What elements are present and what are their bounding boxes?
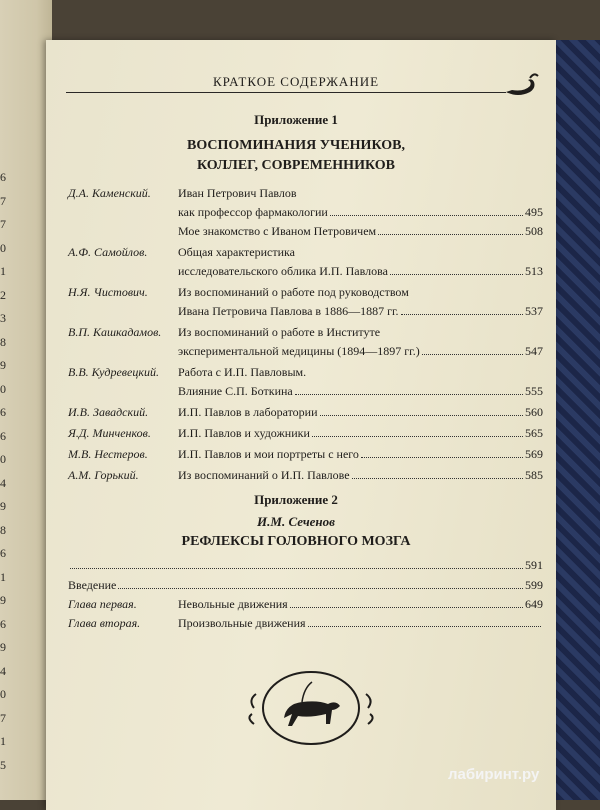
left-page-number: 0	[0, 240, 6, 255]
entry-line	[178, 224, 543, 239]
entry-title: Мое знакомство с Иваном Петровичем	[178, 224, 377, 238]
entry-title: Влияние С.П. Боткина	[178, 384, 293, 398]
entry-author: В.В. Кудревецкий.	[68, 365, 159, 379]
chapter-label: Введение	[68, 578, 117, 592]
left-page-number: 9	[0, 640, 6, 654]
page-number: 599	[525, 578, 543, 592]
entry-title: Ивана Петровича Павлова в 1886—1887 гг.	[178, 304, 399, 318]
entry-line	[178, 186, 543, 201]
page-number: 591	[525, 558, 543, 572]
left-page-number: 7	[0, 193, 6, 208]
left-page-number: 1	[0, 734, 6, 748]
entry-author: Д.А. Каменский.	[68, 186, 151, 200]
running-header: КРАТКОЕ СОДЕРЖАНИЕ	[212, 74, 380, 89]
entry-author: Н.Я. Чистович.	[68, 285, 148, 299]
left-page-number: 8	[0, 522, 6, 537]
appendix2-label: Приложение 2	[254, 492, 338, 507]
left-page-number: 9	[0, 499, 6, 513]
page-number: 569	[525, 447, 543, 461]
page-number: 560	[525, 405, 543, 419]
left-page-number: 6	[0, 428, 6, 443]
entry-line	[178, 426, 543, 441]
entry-line	[178, 447, 543, 462]
book-page	[46, 40, 556, 810]
dog-vignette-ornament	[246, 660, 376, 755]
left-page-number: 8	[0, 334, 6, 349]
left-page-number: 0	[0, 687, 6, 701]
left-page-edge	[0, 0, 52, 800]
page-number: 555	[525, 384, 543, 398]
chapter-label: Глава первая.	[68, 597, 137, 611]
page-number: 495	[525, 205, 543, 219]
left-page-number: 4	[0, 663, 6, 678]
left-page-number: 6	[0, 616, 6, 631]
leader-dots	[70, 558, 523, 569]
appendix1-title-2: КОЛЛЕГ, СОВРЕМЕННИКОВ	[196, 158, 395, 173]
page-number: 565	[525, 426, 543, 440]
appendix2-first-line	[68, 558, 543, 573]
chapter-line	[68, 597, 543, 612]
left-page-number: 0	[0, 452, 6, 466]
entry-title: как профессор фармакологии	[178, 205, 328, 219]
left-page-number: 6	[0, 405, 6, 419]
page-number: 547	[525, 344, 543, 358]
entry-line	[178, 264, 543, 279]
left-page-number: 1	[0, 264, 6, 278]
page-number: 508	[525, 224, 543, 238]
page-number: 585	[525, 468, 543, 482]
entry-line	[178, 384, 543, 399]
chapter-title: Произвольные движения	[178, 616, 306, 630]
left-page-number: 3	[0, 311, 6, 325]
entry-title: экспериментальной медицины (1894—1897 гг.)	[178, 344, 420, 358]
entry-title: И.П. Павлов и мои портреты с него	[178, 447, 359, 461]
leader-dots	[330, 205, 523, 216]
chapter-line	[68, 578, 543, 593]
left-page-number: 6	[0, 546, 6, 560]
leader-dots	[361, 447, 523, 458]
leader-dots	[290, 597, 523, 608]
appendix1-label: Приложение 1	[254, 112, 338, 127]
entry-line	[178, 245, 543, 260]
entry-title: Общая характеристика	[178, 245, 295, 259]
leader-dots	[320, 405, 523, 416]
entry-line	[178, 285, 543, 300]
left-page-number: 6	[0, 170, 6, 184]
watermark: лабиринт.ру	[448, 766, 540, 783]
oil-lamp-icon	[504, 70, 540, 100]
entry-title: И.П. Павлов в лаборатории	[178, 405, 318, 419]
left-page-number: 7	[0, 217, 6, 231]
entry-title: Из воспоминаний о И.П. Павлове	[178, 468, 350, 482]
appendix2-title: РЕФЛЕКСЫ ГОЛОВНОГО МОЗГА	[181, 534, 411, 549]
entry-title: Работа с И.П. Павловым.	[178, 365, 307, 379]
page-number: 513	[525, 264, 543, 278]
left-page-number: 9	[0, 358, 6, 372]
entry-line	[178, 304, 543, 319]
entry-line	[178, 344, 543, 359]
entry-author: А.Ф. Самойлов.	[68, 245, 148, 259]
entry-author: И.В. Завадский.	[68, 405, 149, 419]
chapter-label: Глава вторая.	[68, 616, 141, 630]
left-page-number: 1	[0, 569, 6, 584]
entry-author: А.М. Горький.	[68, 468, 139, 482]
entry-title: исследовательского облика И.П. Павлова	[178, 264, 388, 278]
leader-dots	[422, 344, 523, 355]
entry-line	[178, 325, 543, 340]
entry-author: В.П. Кашкадамов.	[68, 325, 162, 339]
left-page-number: 7	[0, 710, 6, 725]
appendix2-author: И.М. Сеченов	[257, 514, 335, 529]
leader-dots	[378, 224, 523, 235]
left-page-number: 0	[0, 381, 6, 396]
entry-line	[178, 365, 543, 380]
page-number: 537	[525, 304, 543, 318]
entry-title: Из воспоминаний о работе под руководством	[178, 285, 409, 299]
entry-author: М.В. Нестеров.	[68, 447, 148, 461]
entry-title: Иван Петрович Павлов	[178, 186, 297, 200]
page-number: 649	[525, 597, 543, 611]
left-page-number: 4	[0, 475, 6, 490]
header-rule	[66, 92, 506, 93]
appendix1-title-1: ВОСПОМИНАНИЯ УЧЕНИКОВ,	[187, 138, 405, 153]
leader-dots	[312, 426, 523, 437]
entry-author: Я.Д. Минченков.	[68, 426, 151, 440]
left-page-number: 2	[0, 287, 6, 302]
leader-dots	[390, 264, 523, 275]
entry-title: Из воспоминаний о работе в Институте	[178, 325, 381, 339]
entry-title: И.П. Павлов и художники	[178, 426, 310, 440]
entry-line	[178, 205, 543, 220]
leader-dots	[295, 384, 523, 395]
leader-dots	[118, 578, 523, 589]
leader-dots	[308, 616, 541, 627]
left-page-number: 5	[0, 757, 6, 772]
leader-dots	[401, 304, 523, 315]
leader-dots	[352, 468, 523, 479]
chapter-title: Невольные движения	[178, 597, 288, 611]
left-page-number: 9	[0, 593, 6, 607]
entry-line	[178, 468, 543, 483]
entry-line	[178, 405, 543, 420]
chapter-line	[68, 616, 543, 631]
